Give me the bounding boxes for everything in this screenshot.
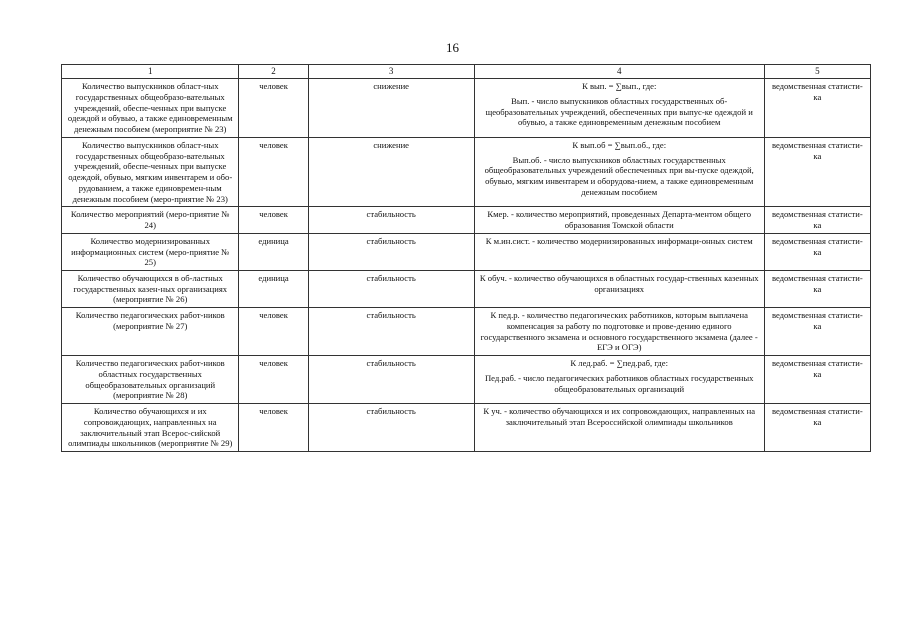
indicators-table [61,64,871,452]
trend-cell: стабильность [308,404,474,452]
trend-cell: стабильность [308,233,474,270]
source-cell: ведомственная статисти-ка [764,271,870,308]
column-header: 3 [308,65,474,79]
description-text: К пед.р. - количество педагогических работников, которым выплачена компенсация за работу по подготовке и прове-дению единого государственного экзамена и основного государственного экзамена (далее - ЕГЭ и ОГЭ) [480,310,758,353]
description-text: К м.ин.сист. - количество модернизированных информаци-онных систем [485,235,753,246]
page-number: 16 [446,40,459,55]
unit-cell: человек [239,79,308,138]
indicator-cell: Количество мероприятий (меро-приятие № 24) [62,207,239,233]
description-text: К уч. - количество обучающихся и их сопровождающих, направленных на заключительный этап Всероссийской олимпиады школьников [483,406,756,427]
indicator-cell: Количество выпускников област-ных государственных общеобразо-вательных учреждений, обеспе-ченных при выпуске одеждой и обувью, а также единовременным денежным пособием (мероприятие № 23) [62,79,239,138]
source-cell: ведомственная статисти-ка [764,207,870,233]
description-text: Пед.раб. - число педагогических работников областных государственных общеобразовательных организаций [484,372,754,394]
indicator-cell: Количество педагогических работ-ников областных государственных общеобразовательных организаций (мероприятие № 28) [62,356,239,404]
trend-cell: стабильность [308,308,474,356]
table-header-row [62,65,871,79]
calculation-cell [474,404,764,452]
source-cell: ведомственная статисти-ка [764,137,870,206]
indicator-cell: Количество модернизированных информационных систем (меро-приятие № 25) [62,233,239,270]
calculation-cell [474,207,764,233]
column-header: 4 [474,65,764,79]
indicator-cell: Количество выпускников област-ных государственных общеобразо-вательных учреждений, обеспе-ченных при выпуске одеждой, обувью, мягким инвентарем и обо-рудованием, а также единовремен-ным денежным пособием (меро-приятие № 23) [62,137,239,206]
source-cell: ведомственная статисти-ка [764,308,870,356]
table-row [62,233,871,270]
trend-cell: снижение [308,137,474,206]
calculation-cell [474,233,764,270]
trend-cell: стабильность [308,356,474,404]
table-row [62,308,871,356]
column-header: 5 [764,65,870,79]
source-cell: ведомственная статисти-ка [764,79,870,138]
column-header: 2 [239,65,308,79]
trend-cell: снижение [308,79,474,138]
indicator-cell: Количество обучающихся и их сопровождающих, направленных на заключительный этап Всерос-сийской олимпиады школьников (мероприятие № 29) [62,404,239,452]
indicator-cell: Количество обучающихся в об-ластных государственных казен-ных организациях (мероприятие № 26) [62,271,239,308]
unit-cell: человек [239,404,308,452]
unit-cell: единица [239,233,308,270]
calculation-cell [474,271,764,308]
description-text: Вып.об. - число выпускников областных государственных общеобразовательных учреждений обеспеченных при вы-пуске одеждой, обувью, мягким инвентарем и оборудова-нием, а также единовременным денежным пособием [484,154,754,197]
unit-cell: человек [239,308,308,356]
trend-cell: стабильность [308,207,474,233]
table-row [62,137,871,206]
formula-text: К лед.раб. = ∑пед.раб, где: [570,358,668,369]
calculation-cell [474,356,764,404]
calculation-cell [474,79,764,138]
table-row [62,271,871,308]
description-text: Вып. - число выпускников областных государственных об-щеобразовательных учреждений, обеспеченных при выпус-ке одеждой и обувью, а также единовременным денежным пособием [485,95,753,128]
trend-cell: стабильность [308,271,474,308]
table-row [62,404,871,452]
unit-cell: человек [239,207,308,233]
formula-text: К вып.об = ∑вып.об., где: [572,139,667,150]
source-cell: ведомственная статисти-ка [764,404,870,452]
unit-cell: человек [239,137,308,206]
table-row [62,207,871,233]
table-row [62,356,871,404]
calculation-cell [474,308,764,356]
description-text: К обуч. - количество обучающихся в областных государ-ственных казенных организациях [479,273,759,294]
source-cell: ведомственная статисти-ка [764,356,870,404]
table-row [62,79,871,138]
column-header: 1 [62,65,239,79]
indicator-cell: Количество педагогических работ-ников (мероприятие № 27) [62,308,239,356]
unit-cell: единица [239,271,308,308]
description-text: Кмер. - количество мероприятий, проведенных Департа-ментом общего образования Томской области [487,209,752,231]
calculation-cell [474,137,764,206]
source-cell: ведомственная статисти-ка [764,233,870,270]
formula-text: К вып. = ∑вып., где: [582,81,657,92]
unit-cell: человек [239,356,308,404]
